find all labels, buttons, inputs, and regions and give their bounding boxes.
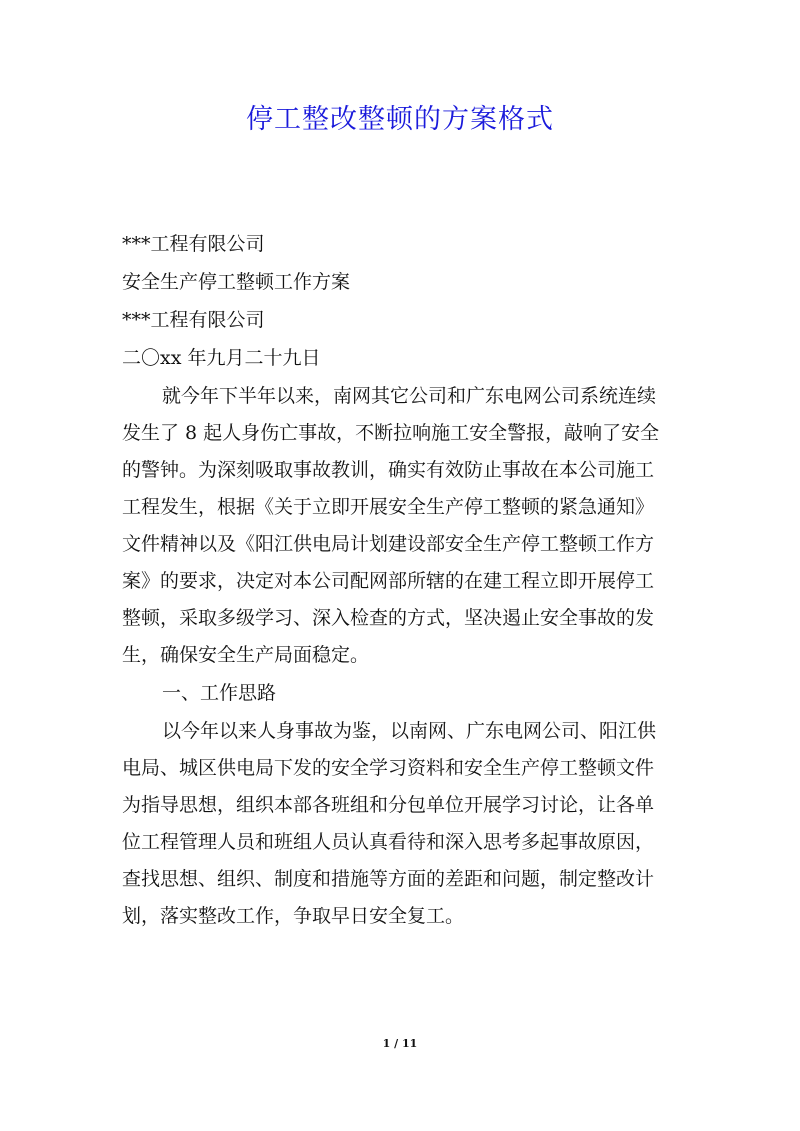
section-heading: 一、工作思路	[162, 682, 277, 704]
paragraph-line: 电局、城区供电局下发的安全学习资料和安全生产停工整顿文件	[122, 757, 655, 779]
paragraph-line: 划，落实整改工作，争取早日安全复工。	[122, 905, 465, 927]
paragraph-line: 发生了 8 起人身伤亡事故，不断拉响施工安全警报，敲响了安全	[122, 422, 660, 444]
paragraph-line: 为指导思想，组织本部各班组和分包单位开展学习讨论，让各单	[122, 794, 655, 816]
paragraph-line: 生，确保安全生产局面稳定。	[122, 644, 370, 666]
paragraph-line: 位工程管理人员和班组人员认真看待和深入思考多起事故原因，	[122, 831, 655, 853]
paragraph-line: 文件精神以及《阳江供电局计划建设部安全生产停工整顿工作方	[122, 533, 655, 555]
company-name-line: ***工程有限公司	[122, 233, 265, 255]
document-body	[122, 226, 682, 936]
page-number: 1 / 11	[382, 1037, 418, 1050]
document-title: 停工整改整顿的方案格式	[246, 104, 554, 135]
date-line: 二〇xx 年九月二十九日	[122, 347, 321, 369]
paragraph-work-approach	[122, 713, 682, 935]
paragraph-line: 案》的要求，决定对本公司配网部所辖的在建工程立即开展停工	[122, 570, 655, 592]
plan-title-line: 安全生产停工整顿工作方案	[122, 271, 351, 293]
paragraph-line: 工程发生，根据《关于立即开展安全生产停工整顿的紧急通知》	[122, 496, 655, 518]
paragraph-line: 整顿，采取多级学习、深入检查的方式，坚决遏止安全事故的发	[122, 607, 655, 629]
paragraph-line: 的警钟。为深刻吸取事故教训，确实有效防止事故在本公司施工	[122, 459, 655, 481]
paragraph-background	[122, 378, 682, 674]
paragraph-line: 以今年以来人身事故为鉴，以南网、广东电网公司、阳江供	[162, 720, 657, 742]
paragraph-line: 就今年下半年以来，南网其它公司和广东电网公司系统连续	[162, 385, 657, 407]
paragraph-line: 查找思想、组织、制度和措施等方面的差距和问题，制定整改计	[122, 868, 655, 890]
company-name-line-2: ***工程有限公司	[122, 309, 265, 331]
